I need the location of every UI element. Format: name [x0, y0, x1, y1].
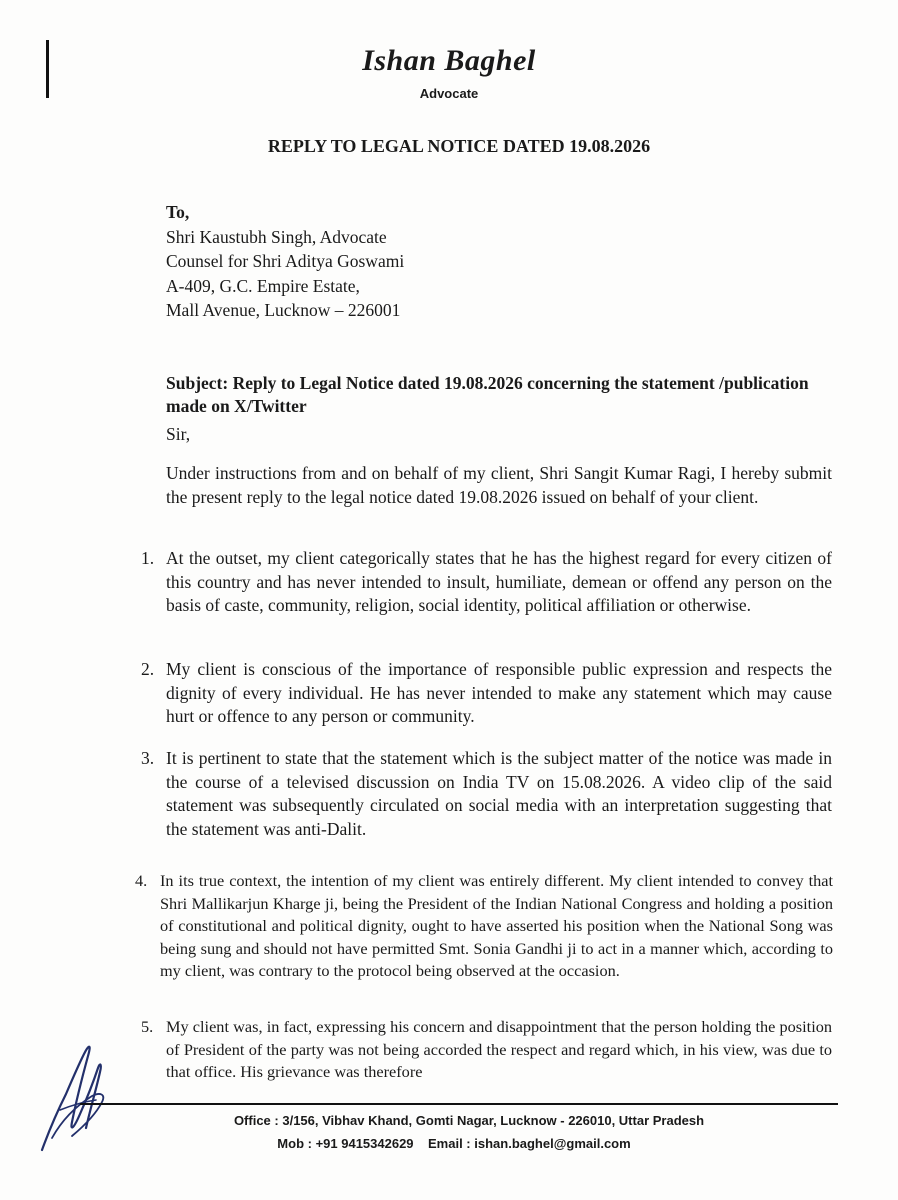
- subject-line: Subject: Reply to Legal Notice dated 19.08.2026 concerning the statement /publication made on X/Twitter: [166, 373, 809, 416]
- paragraph-text: At the outset, my client categorically states that he has the highest regard for every citizen of this country and has never intended to insult, humiliate, demean or offend any person on the basis of caste, community, religion, social identity, political affiliation or otherwise.: [166, 548, 832, 615]
- footer-divider: [80, 1103, 838, 1105]
- office-address: 3/156, Vibhav Khand, Gomti Nagar, Lucknow - 226010, Uttar Pradesh: [282, 1113, 705, 1128]
- recipient-address: [166, 200, 404, 323]
- letterhead-name: Ishan Baghel: [362, 44, 536, 77]
- email-label: Email :: [428, 1136, 471, 1151]
- address-line: Mall Avenue, Lucknow – 226001: [166, 300, 401, 320]
- address-line: A-409, G.C. Empire Estate,: [166, 275, 360, 296]
- office-label: Office :: [233, 1113, 279, 1128]
- numbered-paragraph: [135, 870, 833, 983]
- address-line: Shri Kaustubh Singh, Advocate: [166, 226, 387, 247]
- paragraph-number: 3.: [141, 748, 155, 768]
- mobile-label: Mob :: [277, 1136, 312, 1151]
- address-to: To,: [166, 202, 190, 222]
- mobile-number: +91 9415342629: [315, 1136, 414, 1151]
- salutation: Sir,: [166, 424, 191, 444]
- paragraph-number: 4.: [135, 871, 148, 890]
- paragraph-number: 5.: [141, 1017, 154, 1036]
- numbered-paragraph: [141, 658, 832, 729]
- email-address: ishan.baghel@gmail.com: [474, 1136, 631, 1151]
- paragraph-text: It is pertinent to state that the statement which is the subject matter of the notice was made in the course of a televised discussion on India TV on 15.08.2026. A video clip of the said statement was subsequently circulated on social media with an interpretation suggesting that the statement was anti-Dalit.: [166, 748, 832, 839]
- numbered-paragraph: [141, 747, 832, 841]
- paragraph-text: My client is conscious of the importance of responsible public expression and respects the dignity of every individual. He has never intended to make any statement which may cause hurt or offence to any person or community.: [166, 659, 832, 726]
- letterhead-title: Advocate: [419, 86, 479, 101]
- footer-office: [0, 1113, 898, 1128]
- numbered-paragraph: [141, 547, 832, 618]
- paragraph-text: In its true context, the intention of my client was entirely different. My client intended to convey that Shri Mallikarjun Kharge ji, being the President of the Indian National Congress and holding a position of constitutional and political dignity, ought to have asserted his position when the National Song was being sung and should not have permitted Smt. Sonia Gandhi ji to act in a manner which, according to my client, was contrary to the protocol being observed at the occasion.: [160, 871, 833, 980]
- numbered-paragraph: [141, 1016, 832, 1084]
- paragraph-text: My client was, in fact, expressing his concern and disappointment that the person holding the position of President of the party was not being accorded the respect and regard which, in his view, was due to that office. His grievance was therefore: [166, 1017, 832, 1081]
- intro-paragraph: Under instructions from and on behalf of my client, Shri Sangit Kumar Ragi, I hereby submit the present reply to the legal notice dated 19.08.2026 issued on behalf of your client.: [166, 463, 832, 507]
- footer-contact: [0, 1136, 898, 1151]
- paragraph-number: 1.: [141, 548, 155, 568]
- paragraph-number: 2.: [141, 659, 155, 679]
- document-heading: REPLY TO LEGAL NOTICE DATED 19.08.2026: [267, 136, 651, 156]
- address-line: Counsel for Shri Aditya Goswami: [166, 251, 405, 271]
